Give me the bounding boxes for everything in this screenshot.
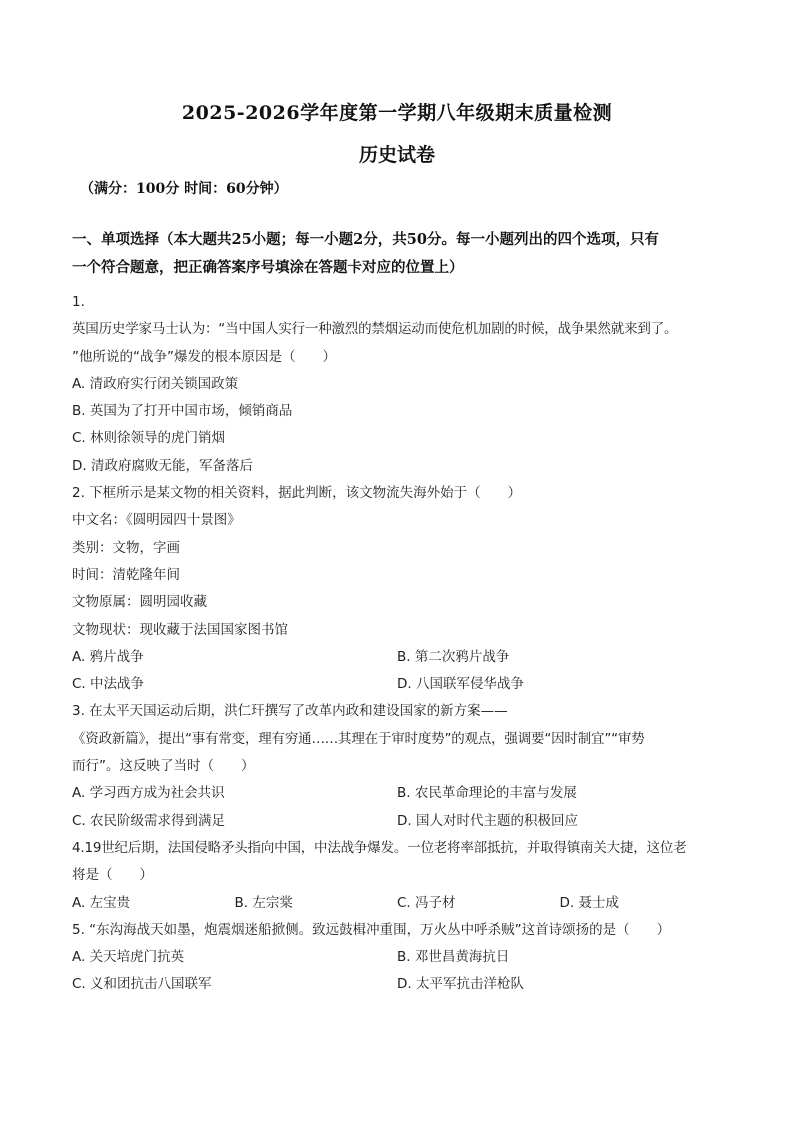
option-b: B. 邓世昌黄海抗日 [397,949,510,966]
option-c: C. 中法战争 [72,676,145,693]
question-4 [72,835,722,917]
option-d: D. 八国联军侵华战争 [397,676,524,693]
question-3 [72,698,722,834]
option-d: D. 聂士成 [559,894,619,911]
section-heading [72,226,722,282]
options-row [72,808,722,835]
options-row [72,644,722,671]
question-stem: 4.19世纪后期，法国侵略矛头指向中国，中法战争爆发。一位老将率部抵抗，并取得镇南关大捷，这位老 [72,839,687,856]
option-a: A. 学习西方成为社会共识 [72,785,225,802]
option-d: D. 清政府腐败无能，军备落后 [72,457,253,474]
artifact-info: 文物原属：圆明园收藏 [72,594,207,611]
questions [72,289,722,999]
question-1 [72,289,722,480]
question-stem: 3. 在太平天国运动后期，洪仁玕撰写了改革内政和建设国家的新方案—— [72,703,508,720]
question-stem: 英国历史学家马士认为：“当中国人实行一种激烈的禁烟运动而使危机加剧的时候，战争果然就来到了。 [72,321,678,338]
exam-meta: （满分：100分 时间：60分钟） [80,181,288,197]
artifact-info: 文物现状：现收藏于法国国家图书馆 [72,621,288,638]
option-b: B. 英国为了打开中国市场，倾销商品 [72,403,293,420]
question-stem: 5. “东沟海战天如墨，炮震烟迷船掀侧。致远鼓楫冲重围，万火丛中呼杀贼”这首诗颂扬的是（ ） [72,921,671,938]
option-b: B. 农民革命理论的丰富与发展 [397,785,577,802]
option-d: D. 国人对时代主题的积极回应 [397,812,578,829]
question-stem: 2. 下框所示是某文物的相关资料，据此判断，该文物流失海外始于（ ） [72,485,522,502]
option-c: C. 冯子材 [397,894,456,911]
artifact-info: 时间：清乾隆年间 [72,566,180,583]
question-2 [72,480,722,698]
section-heading-line: 一个符合题意，把正确答案序号填涂在答题卡对应的位置上） [72,259,464,276]
options-row [72,671,722,698]
option-c: C. 农民阶级需求得到满足 [72,812,226,829]
options-row [72,944,722,971]
question-stem: ”他所说的“战争”爆发的根本原因是（ ） [72,348,336,365]
option-d: D. 太平军抗击洋枪队 [397,976,524,993]
options-row [72,971,722,998]
question-number: 1. [72,294,85,310]
question-stem: 而行”。这反映了当时（ ） [72,758,255,775]
exam-subtitle: 历史试卷 [358,144,435,166]
exam-title: 2025-2026学年度第一学期八年级期末质量检测 [181,102,613,124]
artifact-info: 类别：文物，字画 [72,539,180,556]
option-a: A. 关天培虎门抗英 [72,949,185,966]
question-stem: 《资政新篇》，提出“事有常变，理有穷通……其理在于审时度势”的观点，强调要“因时制宜”“审势 [72,730,645,747]
question-stem: 将是（ ） [72,867,153,884]
options-row [72,890,722,917]
artifact-info: 中文名：《圆明园四十景图》 [72,512,241,529]
question-5 [72,917,722,999]
options-row [72,780,722,807]
section-heading-line: 一、单项选择（本大题共25小题；每一小题2分，共50分。每一小题列出的四个选项，只有 [72,231,659,248]
option-b: B. 左宗棠 [234,894,293,911]
option-b: B. 第二次鸦片战争 [397,648,510,665]
option-a: A. 清政府实行闭关锁国政策 [72,375,239,392]
option-c: C. 义和团抗击八国联军 [72,976,212,993]
option-a: A. 左宝贵 [72,894,131,911]
option-a: A. 鸦片战争 [72,648,144,665]
option-c: C. 林则徐领导的虎门销烟 [72,430,226,447]
